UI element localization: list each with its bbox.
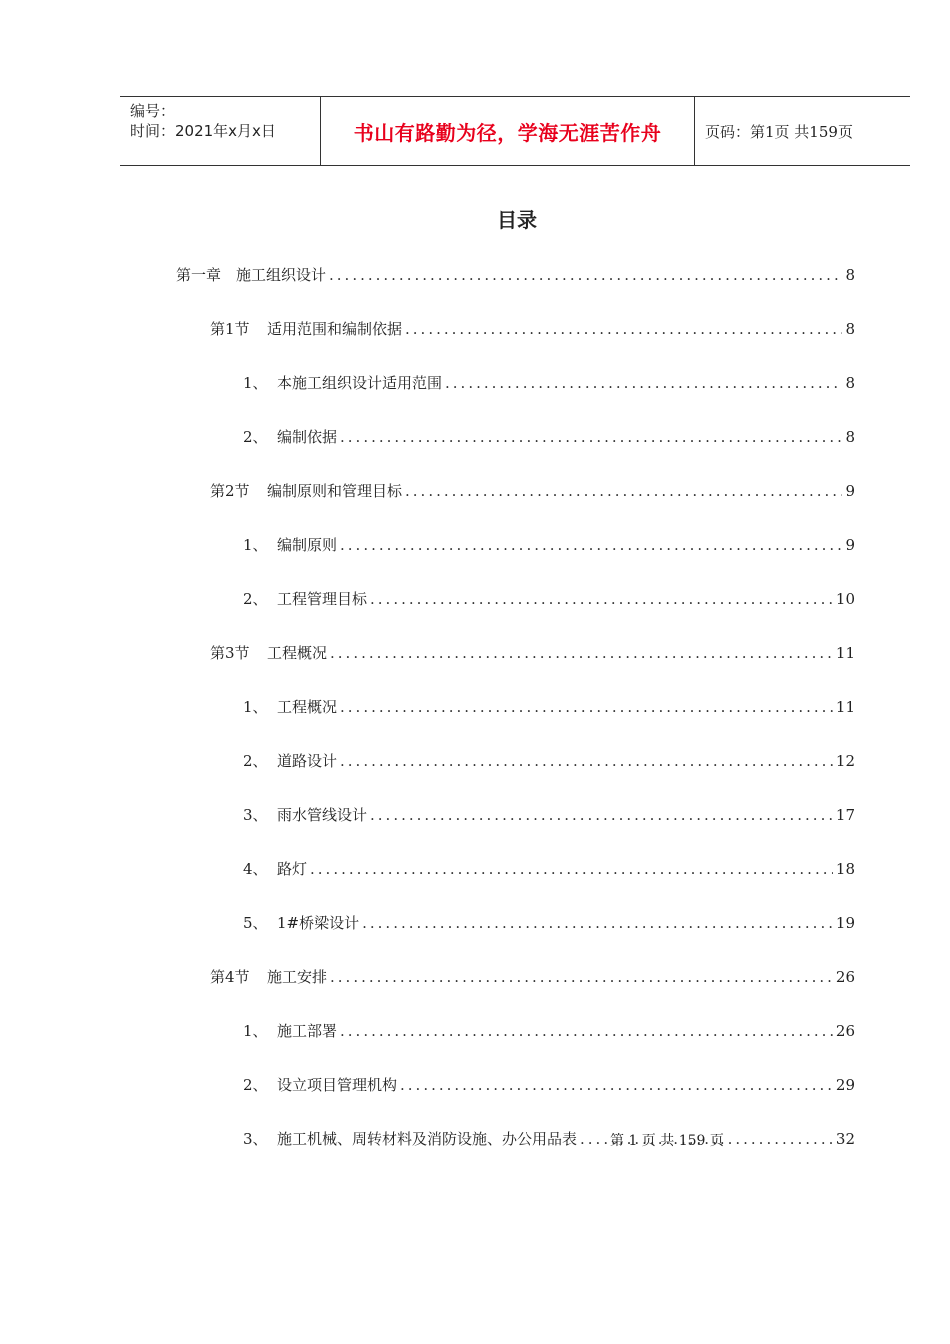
toc-leader-dots xyxy=(310,856,833,882)
toc-leader-dots xyxy=(340,1018,833,1044)
toc-entry-number: 第2节 xyxy=(210,482,250,500)
toc-entry-label: 施工部署 xyxy=(277,1022,338,1040)
toc-entry-label: 设立项目管理机构 xyxy=(277,1076,398,1094)
toc-entry-page: 8 xyxy=(845,374,855,392)
toc-entry-page: 19 xyxy=(835,914,855,932)
toc-entry[interactable] xyxy=(0,1126,950,1180)
toc-entry-number: 第3节 xyxy=(210,644,250,662)
toc-entry-page: 29 xyxy=(835,1076,855,1094)
toc-leader-dots xyxy=(340,424,842,450)
toc-entry-label: 工程概况 xyxy=(277,698,338,716)
time-text: 时间：2021年x月x日 xyxy=(130,122,276,140)
toc-entry-page: 8 xyxy=(845,320,855,338)
toc-entry-label: 施工安排 xyxy=(267,968,328,986)
toc-entry-number: 1、 xyxy=(243,1022,268,1040)
toc-entry[interactable] xyxy=(0,586,950,640)
toc-leader-dots xyxy=(329,262,842,288)
toc-entry-number: 2、 xyxy=(243,1076,268,1094)
toc-entry-page: 8 xyxy=(845,266,855,284)
document-header xyxy=(120,96,910,166)
toc-entry[interactable] xyxy=(0,748,950,802)
toc-entry-number: 第1节 xyxy=(210,320,250,338)
toc-entry-page: 12 xyxy=(835,752,855,770)
toc-entry[interactable] xyxy=(0,370,950,424)
toc-entry-label: 施工组织设计 xyxy=(236,266,327,284)
toc-entry-label: 适用范围和编制依据 xyxy=(267,320,403,338)
toc-entry[interactable] xyxy=(0,478,950,532)
toc-entry-number: 第一章 xyxy=(176,266,222,284)
toc-entry[interactable] xyxy=(0,964,950,1018)
toc-entry-page: 11 xyxy=(835,644,855,662)
toc-entry[interactable] xyxy=(0,1072,950,1126)
toc-entry-page: 10 xyxy=(835,590,855,608)
toc-entry[interactable] xyxy=(0,640,950,694)
toc-leader-dots xyxy=(340,748,833,774)
toc-leader-dots xyxy=(340,694,833,720)
toc-leader-dots xyxy=(370,586,833,612)
toc-entry-number: 3、 xyxy=(243,806,268,824)
toc-entry-label: 施工机械、周转材料及消防设施、办公用品表 xyxy=(277,1130,578,1148)
toc-entry-page: 26 xyxy=(835,968,855,986)
toc-entry-page: 9 xyxy=(845,482,855,500)
toc-entry-number: 5、 xyxy=(243,914,268,932)
page-footer: 第 1 页 共 159 页 xyxy=(610,1133,724,1149)
toc-entry-number: 3、 xyxy=(243,1130,268,1148)
toc-entry[interactable] xyxy=(0,1018,950,1072)
toc-entry[interactable] xyxy=(0,910,950,964)
serial-label: 编号： xyxy=(130,102,176,120)
toc-entry-label: 工程管理目标 xyxy=(277,590,368,608)
toc-entry-page: 18 xyxy=(835,860,855,878)
toc-entry-page: 32 xyxy=(835,1130,855,1148)
toc-entry[interactable] xyxy=(0,802,950,856)
toc-entry[interactable] xyxy=(0,316,950,370)
toc-entry-number: 4、 xyxy=(243,860,268,878)
toc-leader-dots xyxy=(330,640,833,666)
toc-entry-page: 26 xyxy=(835,1022,855,1040)
toc-list xyxy=(0,262,950,1180)
toc-entry-number: 1、 xyxy=(243,536,268,554)
toc-leader-dots xyxy=(340,532,842,558)
toc-entry-label: 编制依据 xyxy=(277,428,338,446)
toc-leader-dots xyxy=(330,964,833,990)
toc-entry[interactable] xyxy=(0,856,950,910)
toc-entry-page: 17 xyxy=(835,806,855,824)
toc-leader-dots xyxy=(405,478,842,504)
toc-entry-label: 1#桥梁设计 xyxy=(277,914,360,932)
toc-entry-number: 第4节 xyxy=(210,968,250,986)
toc-entry-label: 编制原则 xyxy=(277,536,338,554)
toc-entry-number: 2、 xyxy=(243,752,268,770)
toc-entry-page: 8 xyxy=(845,428,855,446)
toc-entry[interactable] xyxy=(0,424,950,478)
header-page-info: 页码：第1页 共159页 xyxy=(705,122,853,141)
toc-entry-number: 2、 xyxy=(243,428,268,446)
toc-entry-number: 1、 xyxy=(243,374,268,392)
toc-entry-label: 本施工组织设计适用范围 xyxy=(277,374,443,392)
toc-entry[interactable] xyxy=(0,532,950,586)
toc-entry-number: 2、 xyxy=(243,590,268,608)
toc-entry-page: 9 xyxy=(845,536,855,554)
toc-leader-dots xyxy=(405,316,842,342)
header-slogan: 书山有路勤为径，学海无涯苦作舟 xyxy=(321,97,695,165)
toc-leader-dots xyxy=(400,1072,833,1098)
toc-entry-label: 工程概况 xyxy=(267,644,328,662)
toc-leader-dots xyxy=(362,910,833,936)
toc-entry-label: 道路设计 xyxy=(277,752,338,770)
toc-entry-label: 路灯 xyxy=(277,860,308,878)
header-meta xyxy=(120,97,321,165)
toc-leader-dots xyxy=(445,370,842,396)
toc-entry-number: 1、 xyxy=(243,698,268,716)
toc-entry-label: 雨水管线设计 xyxy=(277,806,368,824)
toc-entry[interactable] xyxy=(0,694,950,748)
toc-entry[interactable] xyxy=(0,262,950,316)
toc-title: 目录 xyxy=(497,208,537,232)
toc-entry-page: 11 xyxy=(835,698,855,716)
toc-leader-dots xyxy=(370,802,833,828)
toc-entry-label: 编制原则和管理目标 xyxy=(267,482,403,500)
